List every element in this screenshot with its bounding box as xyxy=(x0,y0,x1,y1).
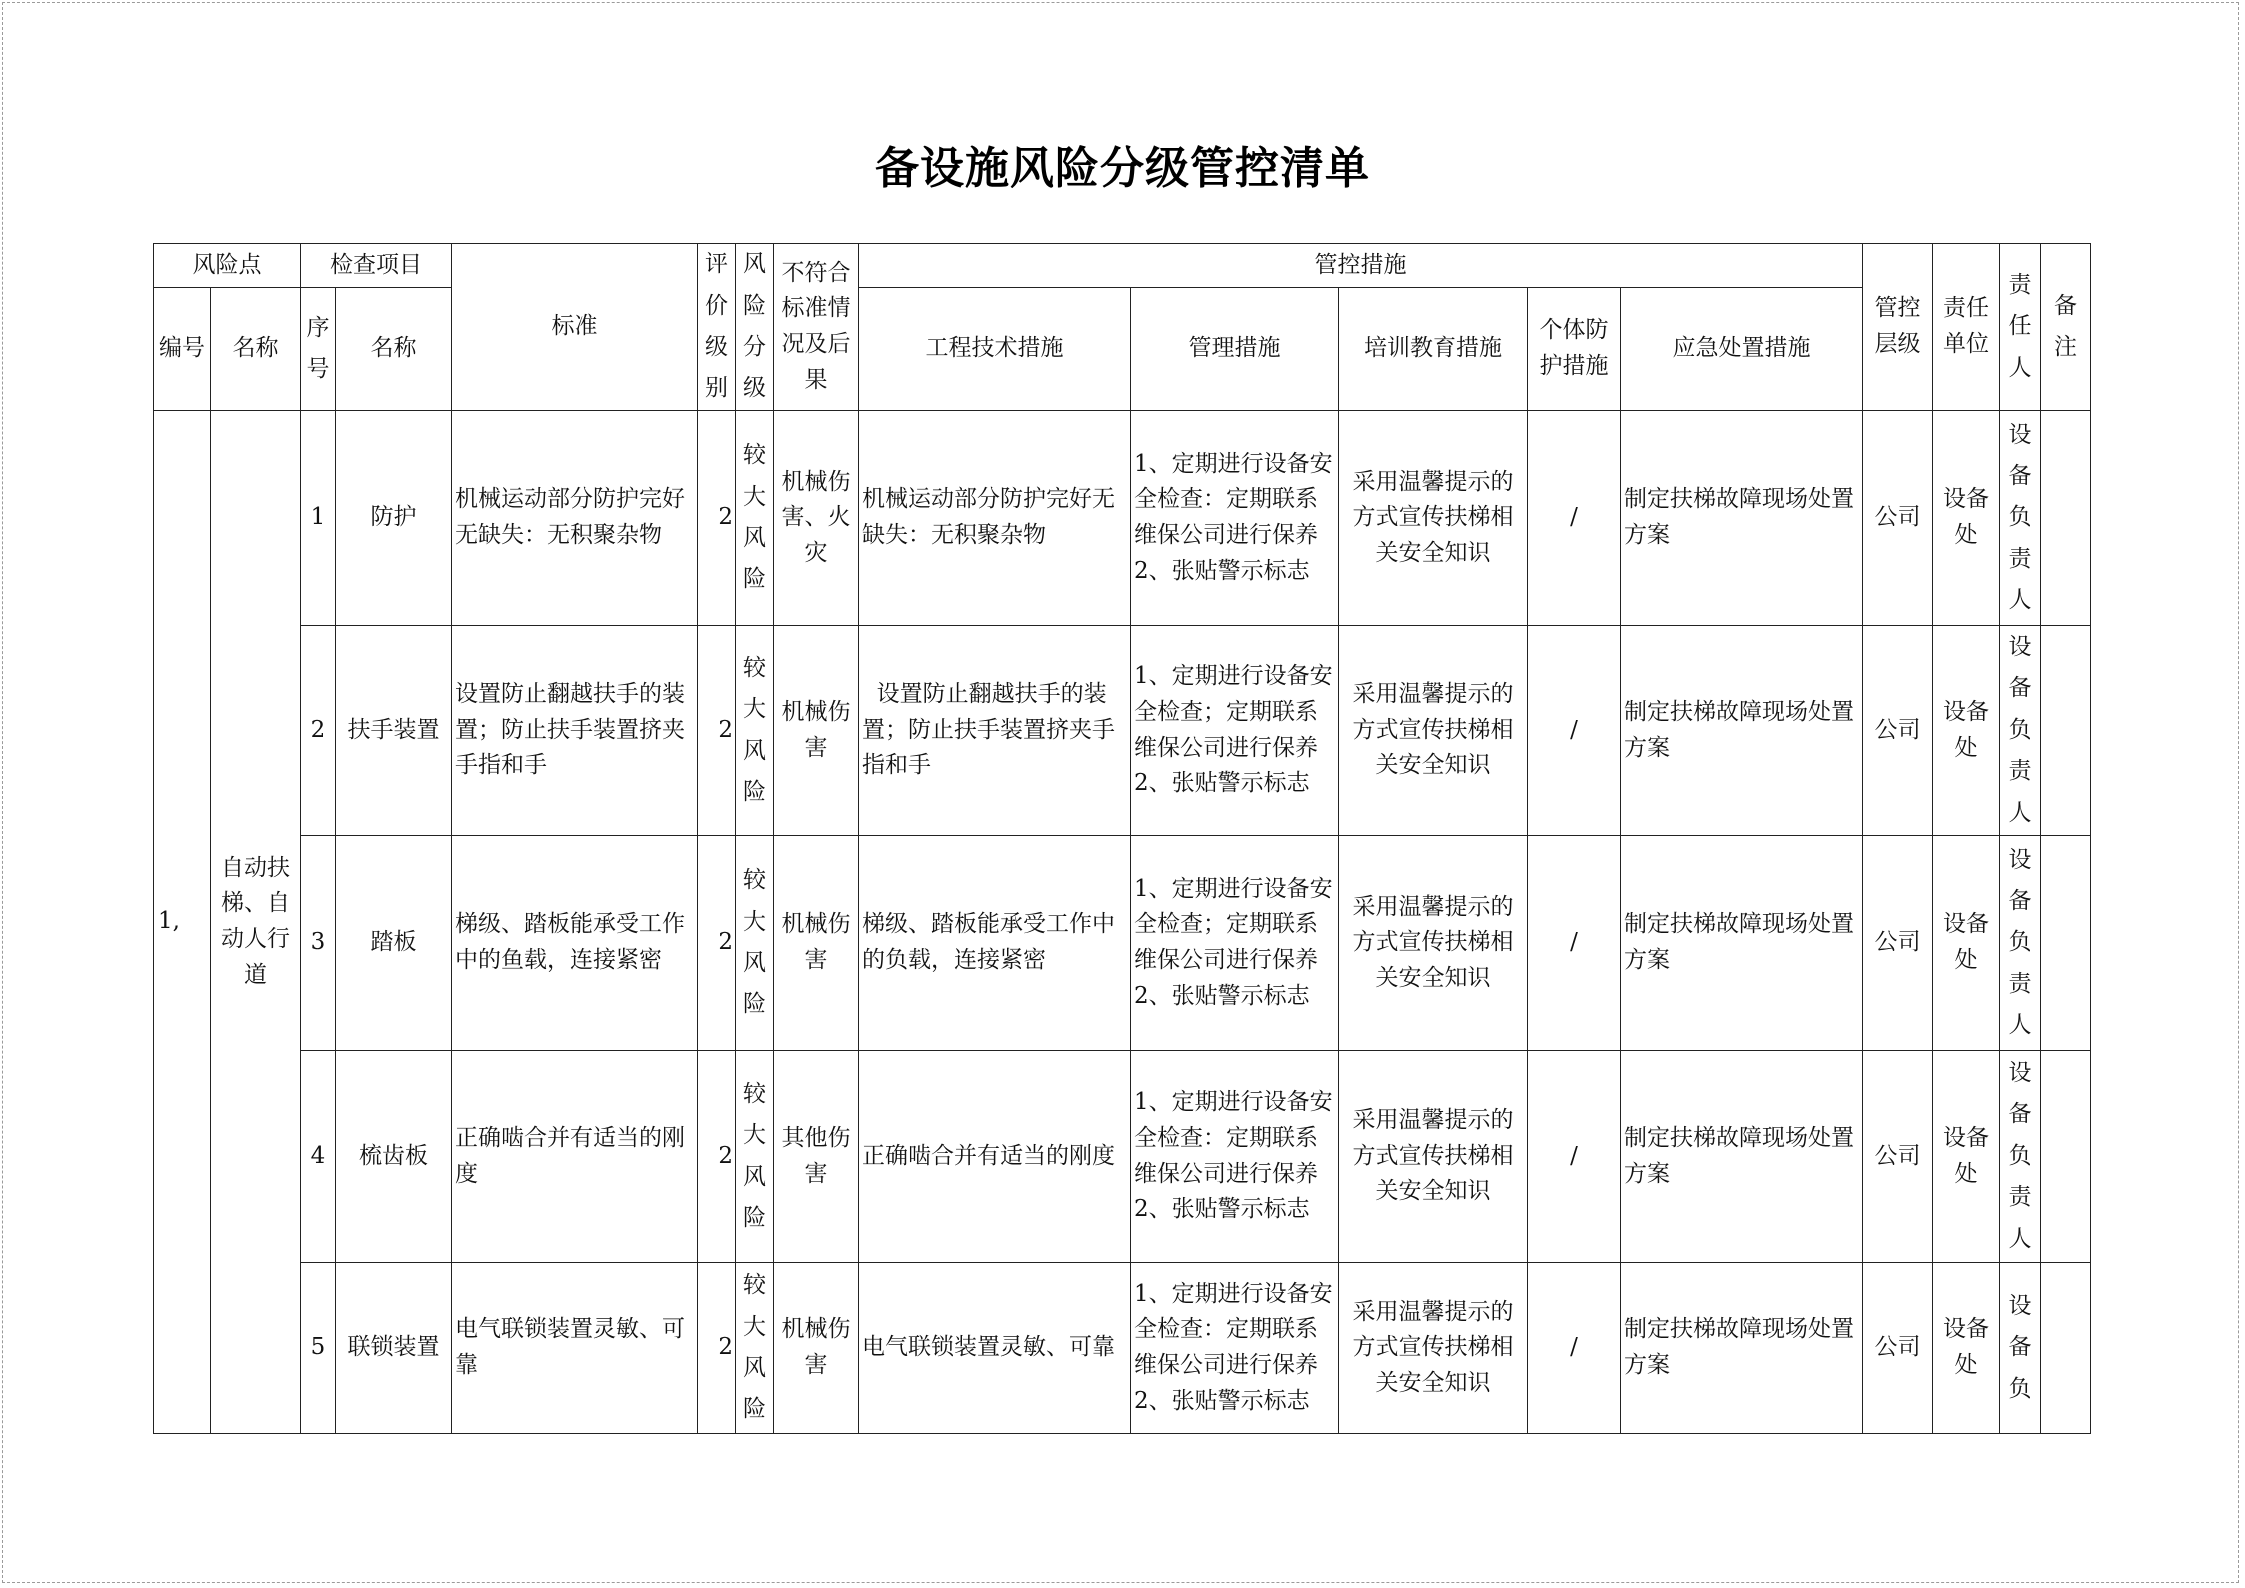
table-row xyxy=(154,1263,2091,1434)
row-eval: 2 xyxy=(698,411,736,626)
row-remark xyxy=(2041,836,2091,1051)
row-level: 较大风险 xyxy=(736,836,774,1051)
row-tier: 公司 xyxy=(1863,626,1933,836)
row-tier: 公司 xyxy=(1863,836,1933,1051)
row-mgmt: 1、定期进行设备安全检查；定期联系维保公司进行保养2、张贴警示标志 xyxy=(1131,836,1339,1051)
row-consequence: 机械伤害、火灾 xyxy=(774,411,859,626)
row-ppe: / xyxy=(1528,626,1621,836)
row-tier: 公司 xyxy=(1863,411,1933,626)
risk-control-table xyxy=(153,243,2091,1434)
row-emergency: 制定扶梯故障现场处置方案 xyxy=(1621,1263,1863,1434)
header-emergency: 应急处置措施 xyxy=(1621,288,1863,411)
row-standard: 梯级、踏板能承受工作中的鱼载，连接紧密 xyxy=(452,836,698,1051)
row-mgmt: 1、定期进行设备安全检查：定期联系维保公司进行保养2、张贴警示标志 xyxy=(1131,1051,1339,1263)
row-eng: 梯级、踏板能承受工作中的负载，连接紧密 xyxy=(859,836,1131,1051)
header-control-tier: 管控层级 xyxy=(1863,244,1933,411)
row-training: 采用温馨提示的方式宣传扶梯相关安全知识 xyxy=(1339,626,1528,836)
row-consequence: 机械伤害 xyxy=(774,626,859,836)
row-mgmt: 1、定期进行设备安全检查：定期联系维保公司进行保养2、张贴警示标志 xyxy=(1131,1263,1339,1434)
row-seq: 5 xyxy=(301,1263,336,1434)
row-seq: 2 xyxy=(301,626,336,836)
row-standard: 机械运动部分防护完好无缺失：无积聚杂物 xyxy=(452,411,698,626)
row-level: 较大风险 xyxy=(736,411,774,626)
row-standard: 设置防止翻越扶手的装置；防止扶手装置挤夹手指和手 xyxy=(452,626,698,836)
header-seq: 序号 xyxy=(301,288,336,411)
row-consequence: 其他伤害 xyxy=(774,1051,859,1263)
header-name: 名称 xyxy=(211,288,301,411)
row-eng: 电气联锁装置灵敏、可靠 xyxy=(859,1263,1131,1434)
row-eng: 设置防止翻越扶手的装置；防止扶手装置挤夹手指和手 xyxy=(859,626,1131,836)
row-level: 较大风险 xyxy=(736,1051,774,1263)
row-person: 设备负责人 xyxy=(2000,836,2041,1051)
row-eval: 2 xyxy=(698,836,736,1051)
row-item: 防护 xyxy=(336,411,452,626)
row-unit: 设备处 xyxy=(1933,1263,2000,1434)
header-resp-person: 责任人 xyxy=(2000,244,2041,411)
row-person: 设备负责人 xyxy=(2000,411,2041,626)
header-row-2 xyxy=(154,288,2091,411)
row-training: 采用温馨提示的方式宣传扶梯相关安全知识 xyxy=(1339,836,1528,1051)
row-seq: 4 xyxy=(301,1051,336,1263)
row-ppe: / xyxy=(1528,836,1621,1051)
header-check-item: 检查项目 xyxy=(301,244,452,288)
row-eng: 机械运动部分防护完好无缺失：无积聚杂物 xyxy=(859,411,1131,626)
row-ppe: / xyxy=(1528,1263,1621,1434)
row-tier: 公司 xyxy=(1863,1051,1933,1263)
row-tier: 公司 xyxy=(1863,1263,1933,1434)
row-standard: 正确啮合并有适当的刚度 xyxy=(452,1051,698,1263)
header-control-measures: 管控措施 xyxy=(859,244,1863,288)
header-eng-tech: 工程技术措施 xyxy=(859,288,1131,411)
row-unit: 设备处 xyxy=(1933,626,2000,836)
row-emergency: 制定扶梯故障现场处置方案 xyxy=(1621,836,1863,1051)
row-level: 较大风险 xyxy=(736,1263,774,1434)
header-mgmt: 管理措施 xyxy=(1131,288,1339,411)
table-row xyxy=(154,836,2091,1051)
row-remark xyxy=(2041,1263,2091,1434)
row-ppe: / xyxy=(1528,411,1621,626)
row-emergency: 制定扶梯故障现场处置方案 xyxy=(1621,411,1863,626)
row-eval: 2 xyxy=(698,1263,736,1434)
row-remark xyxy=(2041,411,2091,626)
header-item-name: 名称 xyxy=(336,288,452,411)
risk-point-name: 自动扶梯、自动人行道 xyxy=(211,411,301,1434)
row-training: 采用温馨提示的方式宣传扶梯相关安全知识 xyxy=(1339,1051,1528,1263)
row-training: 采用温馨提示的方式宣传扶梯相关安全知识 xyxy=(1339,411,1528,626)
header-standard: 标准 xyxy=(452,244,698,411)
row-emergency: 制定扶梯故障现场处置方案 xyxy=(1621,626,1863,836)
table-row xyxy=(154,411,2091,626)
header-ppe: 个体防护措施 xyxy=(1528,288,1621,411)
row-mgmt: 1、定期进行设备安全检查；定期联系维保公司进行保养2、张贴警示标志 xyxy=(1131,626,1339,836)
row-consequence: 机械伤害 xyxy=(774,836,859,1051)
header-nonconform: 不符合标准情况及后果 xyxy=(774,244,859,411)
row-person: 设备负 xyxy=(2000,1263,2041,1434)
row-item: 联锁装置 xyxy=(336,1263,452,1434)
row-person: 设备负责人 xyxy=(2000,1051,2041,1263)
row-remark xyxy=(2041,626,2091,836)
row-level: 较大风险 xyxy=(736,626,774,836)
row-unit: 设备处 xyxy=(1933,836,2000,1051)
row-eval: 2 xyxy=(698,626,736,836)
row-eval: 2 xyxy=(698,1051,736,1263)
table-row xyxy=(154,626,2091,836)
row-unit: 设备处 xyxy=(1933,1051,2000,1263)
row-training: 采用温馨提示的方式宣传扶梯相关安全知识 xyxy=(1339,1263,1528,1434)
row-remark xyxy=(2041,1051,2091,1263)
header-training: 培训教育措施 xyxy=(1339,288,1528,411)
row-item: 梳齿板 xyxy=(336,1051,452,1263)
row-mgmt: 1、定期进行设备安全检查：定期联系维保公司进行保养2、张贴警示标志 xyxy=(1131,411,1339,626)
table-row xyxy=(154,1051,2091,1263)
risk-point-no: 1, xyxy=(154,411,211,1434)
header-risk-point: 风险点 xyxy=(154,244,301,288)
header-row-1 xyxy=(154,244,2091,288)
row-unit: 设备处 xyxy=(1933,411,2000,626)
row-seq: 1 xyxy=(301,411,336,626)
row-emergency: 制定扶梯故障现场处置方案 xyxy=(1621,1051,1863,1263)
row-eng: 正确啮合并有适当的刚度 xyxy=(859,1051,1131,1263)
row-seq: 3 xyxy=(301,836,336,1051)
header-remark: 备注 xyxy=(2041,244,2091,411)
row-consequence: 机械伤害 xyxy=(774,1263,859,1434)
row-person: 设备负责人 xyxy=(2000,626,2041,836)
row-item: 扶手装置 xyxy=(336,626,452,836)
header-eval-level: 评价级别 xyxy=(698,244,736,411)
row-ppe: / xyxy=(1528,1051,1621,1263)
row-item: 踏板 xyxy=(336,836,452,1051)
header-resp-unit: 责任单位 xyxy=(1933,244,2000,411)
header-no: 编号 xyxy=(154,288,211,411)
document-title: 备设施风险分级管控清单 xyxy=(875,143,1370,194)
row-standard: 电气联锁装置灵敏、可靠 xyxy=(452,1263,698,1434)
header-risk-level: 风险分级 xyxy=(736,244,774,411)
